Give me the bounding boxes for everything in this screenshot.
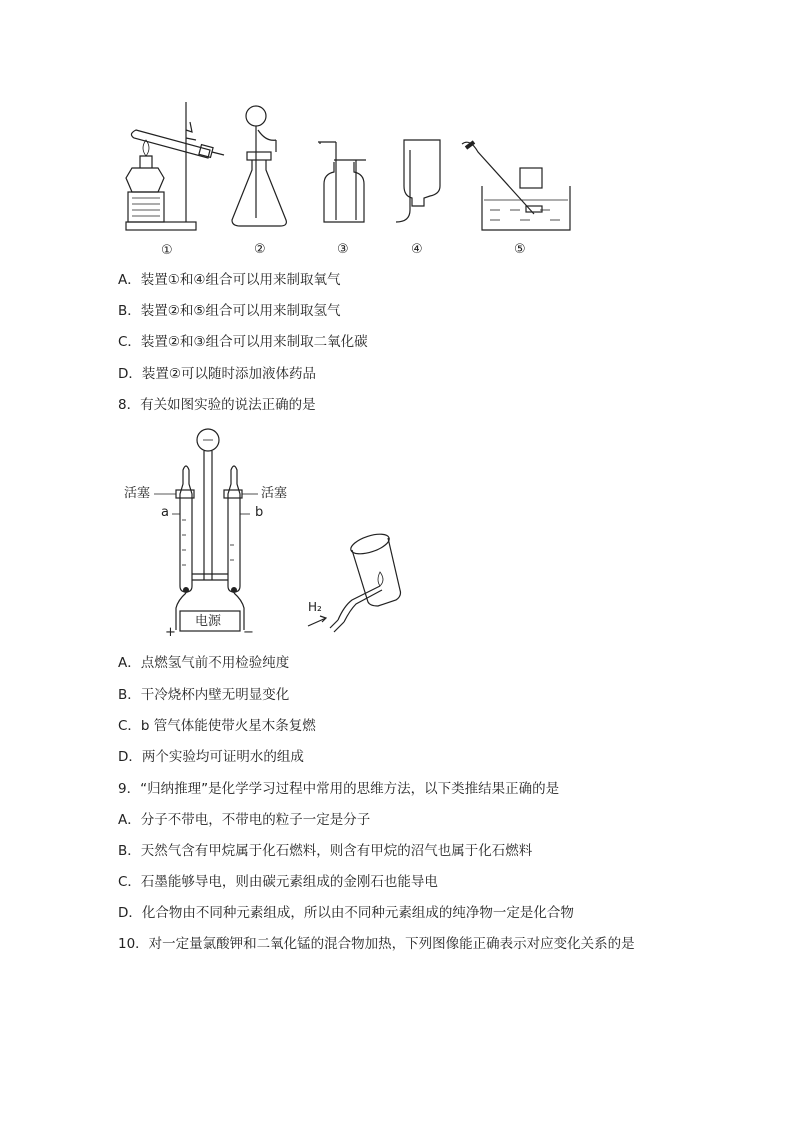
q8-option-b: B．干冷烧杯内壁无明显变化 [118, 687, 290, 703]
q9-option-b: B．天然气含有甲烷属于化石燃料，则含有甲烷的沼气也属于化石燃料 [118, 843, 533, 859]
tube-b-label: b [255, 505, 264, 520]
apparatus-label-3: ③ [337, 242, 349, 257]
power-source-label: 电源 [195, 614, 222, 629]
q8-option-d: D．两个实验均可证明水的组成 [118, 749, 304, 765]
q8-stem: 8．有关如图实验的说法正确的是 [118, 397, 316, 413]
q7-option-a: A．装置①和④组合可以用来制取氧气 [118, 272, 341, 288]
q9-option-d: D．化合物由不同种元素组成，所以由不同种元素组成的纯净物一定是化合物 [118, 905, 574, 921]
stopcock-label-right: 活塞 [261, 486, 288, 501]
q8-option-c: C．b 管气体能使带火星木条复燃 [118, 718, 316, 734]
q7-option-d: D．装置②可以随时添加液体药品 [118, 366, 316, 382]
q9-option-a: A．分子不带电，不带电的粒子一定是分子 [118, 812, 371, 828]
q9-stem: 9．“归纳推理”是化学学习过程中常用的思维方法，以下类推结果正确的是 [118, 781, 560, 797]
negative-terminal-label: − [243, 625, 254, 640]
q7-option-c: C．装置②和③组合可以用来制取二氧化碳 [118, 334, 368, 350]
positive-terminal-label: + [165, 625, 176, 640]
q8-option-a: A．点燃氢气前不用检验纯度 [118, 655, 290, 671]
apparatus-label-4: ④ [411, 242, 423, 257]
hydrogen-gas-label: H₂ [308, 600, 322, 614]
apparatus-label-2: ② [254, 242, 266, 257]
apparatus-label-1: ① [161, 243, 173, 258]
q9-option-c: C．石墨能够导电，则由碳元素组成的金刚石也能导电 [118, 874, 438, 890]
q7-option-b: B．装置②和⑤组合可以用来制取氢气 [118, 303, 341, 319]
beaker-flame [308, 530, 401, 632]
stopcock-label-left: 活塞 [124, 486, 151, 501]
apparatus-label-5: ⑤ [514, 242, 526, 257]
q10-stem: 10．对一定量氯酸钾和二氧化锰的混合物加热，下列图像能正确表示对应变化关系的是 [118, 936, 635, 952]
tube-a-label: a [161, 505, 169, 520]
